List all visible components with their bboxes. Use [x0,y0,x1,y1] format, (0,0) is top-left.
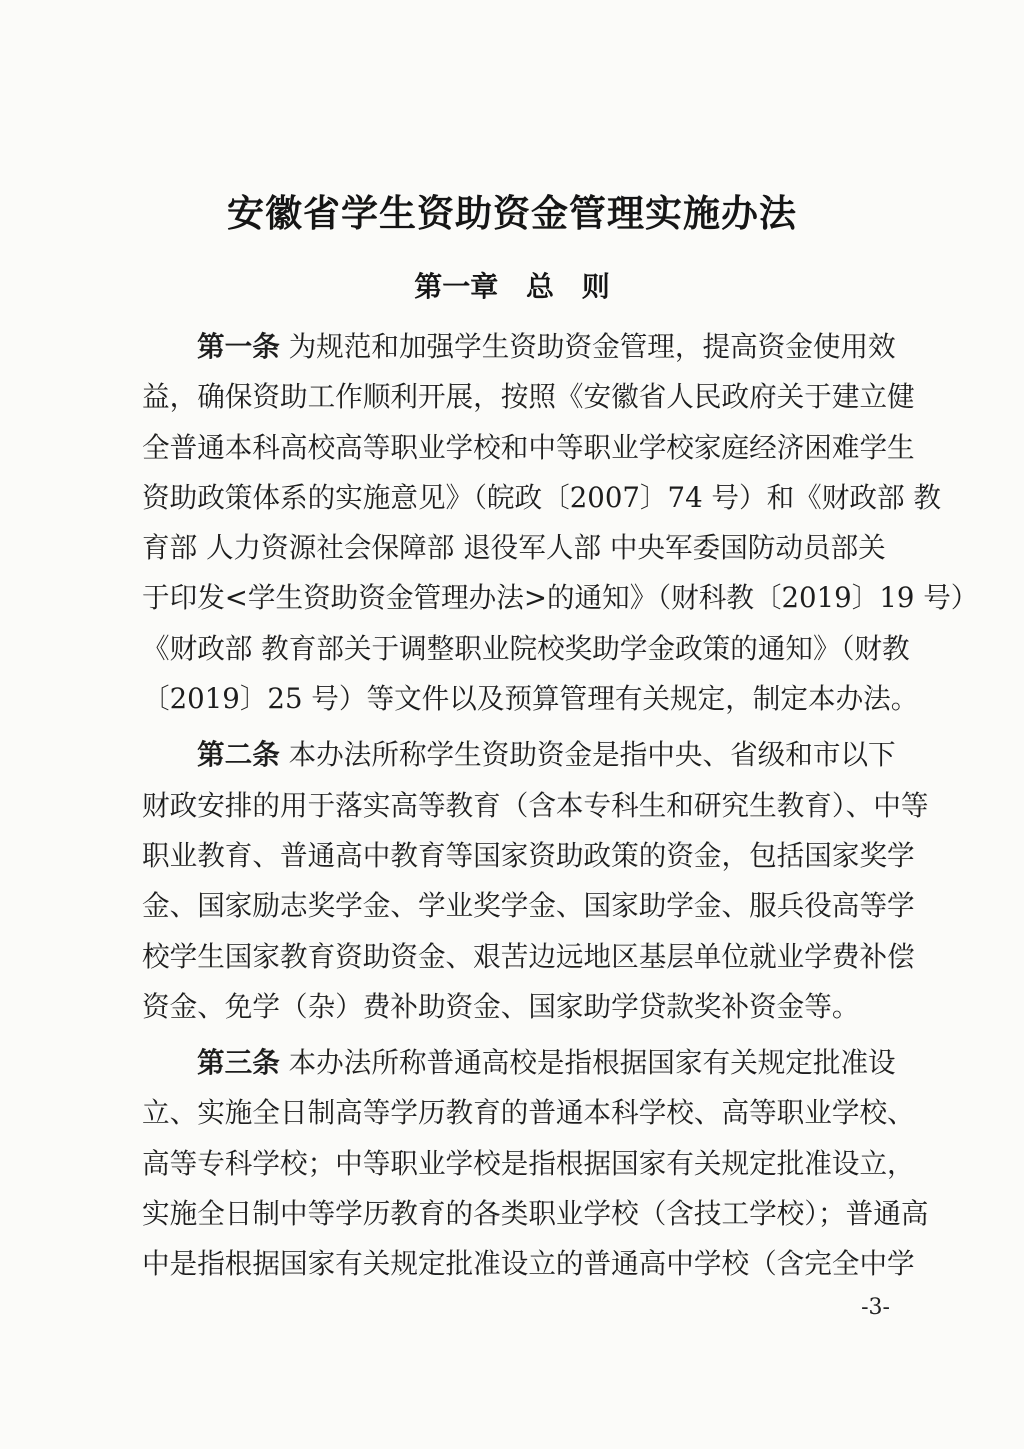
chapter-heading: 第一章 总 则 [414,270,610,303]
document-title: 安徽省学生资助资金管理实施办法 [227,192,797,235]
article-1-line-7: 《财政部 教育部关于调整职业院校奖助学金政策的通知》（财教 [142,631,910,665]
article-2-line-6: 资金、免学（杂）费补助资金、国家助学贷款奖补资金等。 [142,989,860,1023]
article-3-line-1 [142,1038,896,1088]
article-2-line-4: 金、国家励志奖学金、学业奖学金、国家助学金、服兵役高等学 [142,889,915,923]
article-1-line-1 [142,322,896,372]
article-1-line-5: 育部 人力资源社会保障部 退役军人部 中央军委国防动员部关 [142,531,886,565]
article-3-line-5: 中是指根据国家有关规定批准设立的普通高中学校（含完全中学 [142,1247,915,1281]
article-2-text: 本办法所称学生资助资金是指中央、省级和市以下 [279,738,896,772]
page-number: -3- [861,1295,890,1320]
article-1-label: 第一条 [197,330,280,363]
article-1-line-4: 资助政策体系的实施意见》（皖政〔2007〕74 号）和《财政部 教 [142,480,941,514]
article-3-line-3: 高等专科学校；中等职业学校是指根据国家有关规定批准设立， [142,1146,915,1180]
article-3-line-2: 立、实施全日制高等学历教育的普通本科学校、高等职业学校、 [142,1096,915,1130]
article-2-label: 第二条 [197,738,280,772]
article-3-label: 第三条 [197,1046,280,1080]
document-body [142,322,979,1290]
article-1-line-3: 全普通本科高校高等职业学校和中等职业学校家庭经济困难学生 [142,430,915,464]
article-3-text: 本办法所称普通高校是指根据国家有关规定批准设 [279,1046,896,1080]
article-1-line-6: 于印发<学生资助资金管理办法>的通知》（财科教〔2019〕19 号） [142,581,979,615]
article-1-line-2: 益，确保资助工作顺利开展，按照《安徽省人民政府关于建立健 [142,380,915,414]
article-2-line-1 [142,730,896,780]
article-1-text: 为规范和加强学生资助资金管理，提高资金使用效 [279,330,896,363]
article-2-line-3: 职业教育、普通高中教育等国家资助政策的资金，包括国家奖学 [142,838,915,872]
article-1-line-8: 〔2019〕25 号）等文件以及预算管理有关规定，制定本办法。 [142,682,919,716]
article-2-line-2: 财政安排的用于落实高等教育（含本专科生和研究生教育）、中等 [142,788,929,822]
article-3-line-4: 实施全日制中等学历教育的各类职业学校（含技工学校）；普通高 [142,1197,929,1231]
article-2-line-5: 校学生国家教育资助资金、艰苦边远地区基层单位就业学费补偿 [142,939,915,973]
